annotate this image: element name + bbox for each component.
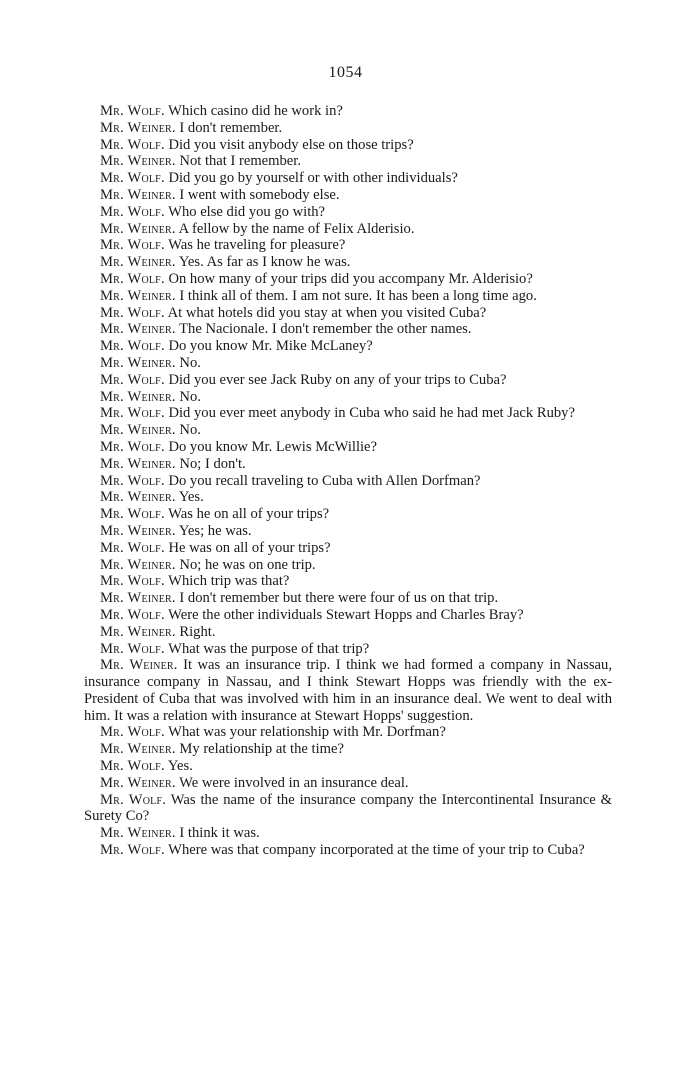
- transcript-paragraph: [84, 338, 612, 355]
- speaker-name: Mr. Wolf.: [100, 791, 167, 808]
- speaker-name: Mr. Weiner.: [100, 455, 176, 472]
- transcript-paragraph: [84, 120, 612, 137]
- statement-text: We were involved in an insurance deal.: [175, 774, 409, 791]
- speaker-name: Mr. Weiner.: [100, 321, 176, 338]
- transcript-paragraph: [84, 657, 612, 724]
- speaker-name: Mr. Weiner.: [100, 220, 176, 237]
- statement-text: Was he on all of your trips?: [164, 506, 330, 523]
- statement-text: I don't remember but there were four of us on that trip.: [175, 590, 499, 607]
- transcript-paragraph: [84, 540, 612, 557]
- speaker-name: Mr. Wolf.: [100, 506, 165, 523]
- transcript-paragraph: [84, 103, 612, 120]
- speaker-name: Mr. Wolf.: [100, 304, 165, 321]
- speaker-name: Mr. Wolf.: [100, 842, 165, 859]
- hearing-transcript: [84, 103, 612, 859]
- statement-text: No.: [175, 388, 201, 405]
- transcript-paragraph: [84, 288, 612, 305]
- speaker-name: Mr. Wolf.: [100, 758, 165, 775]
- speaker-name: Mr. Wolf.: [100, 405, 165, 422]
- statement-text: I think it was.: [175, 825, 260, 842]
- statement-text: On how many of your trips did you accompany Mr. Alderisio?: [164, 270, 533, 287]
- transcript-paragraph: [84, 170, 612, 187]
- speaker-name: Mr. Weiner.: [100, 774, 176, 791]
- transcript-paragraph: [84, 523, 612, 540]
- transcript-paragraph: [84, 775, 612, 792]
- statement-text: My relationship at the time?: [175, 741, 344, 758]
- statement-text: At what hotels did you stay at when you visited Cuba?: [164, 304, 487, 321]
- statement-text: What was your relationship with Mr. Dorfman?: [164, 724, 446, 741]
- transcript-paragraph: [84, 456, 612, 473]
- transcript-paragraph: [84, 271, 612, 288]
- statement-text: A fellow by the name of Felix Alderisio.: [175, 220, 415, 237]
- statement-text: Did you ever see Jack Ruby on any of your trips to Cuba?: [164, 371, 507, 388]
- transcript-paragraph: [84, 389, 612, 406]
- statement-text: Which casino did he work in?: [164, 103, 343, 119]
- statement-text: No; I don't.: [175, 455, 246, 472]
- transcript-paragraph: [84, 237, 612, 254]
- statement-text: Yes; he was.: [175, 522, 252, 539]
- speaker-name: Mr. Wolf.: [100, 237, 165, 254]
- statement-text: Did you ever meet anybody in Cuba who said he had met Jack Ruby?: [164, 405, 575, 422]
- transcript-paragraph: [84, 607, 612, 624]
- speaker-name: Mr. Weiner.: [100, 825, 176, 842]
- statement-text: I think all of them. I am not sure. It has been a long time ago.: [175, 287, 537, 304]
- transcript-paragraph: [84, 557, 612, 574]
- speaker-name: Mr. Weiner.: [100, 657, 178, 674]
- transcript-paragraph: [84, 187, 612, 204]
- transcript-paragraph: [84, 321, 612, 338]
- transcript-paragraph: [84, 305, 612, 322]
- statement-text: Who else did you go with?: [164, 203, 326, 220]
- transcript-paragraph: [84, 153, 612, 170]
- speaker-name: Mr. Wolf.: [100, 103, 165, 119]
- transcript-paragraph: [84, 489, 612, 506]
- statement-text: Do you recall traveling to Cuba with Allen Dorfman?: [164, 472, 481, 489]
- statement-text: Yes. As far as I know he was.: [175, 254, 351, 271]
- statement-text: I went with somebody else.: [175, 186, 340, 203]
- transcript-paragraph: [84, 439, 612, 456]
- transcript-paragraph: [84, 641, 612, 658]
- speaker-name: Mr. Wolf.: [100, 606, 165, 623]
- statement-text: Right.: [175, 623, 216, 640]
- speaker-name: Mr. Wolf.: [100, 170, 165, 187]
- statement-text: No.: [175, 354, 201, 371]
- statement-text: Do you know Mr. Lewis McWillie?: [164, 438, 378, 455]
- transcript-paragraph: [84, 355, 612, 372]
- speaker-name: Mr. Weiner.: [100, 354, 176, 371]
- speaker-name: Mr. Weiner.: [100, 741, 176, 758]
- statement-text: The Nacionale. I don't remember the other names.: [175, 321, 472, 338]
- statement-text: Where was that company incorporated at the time of your trip to Cuba?: [164, 842, 585, 859]
- transcript-paragraph: [84, 573, 612, 590]
- statement-text: What was the purpose of that trip?: [164, 640, 370, 657]
- transcript-paragraph: [84, 254, 612, 271]
- statement-text: I don't remember.: [175, 119, 283, 136]
- statement-text: It was an insurance trip. I think we had formed a company in Nassau, insurance company in Nassau, and I think Stewart Hopps was friendly with the ex-President of Cuba that was involved with him in an insurance deal. We went to deal with him. It was a relation with insurance at Stewart Hopps' suggestion.: [84, 657, 612, 724]
- transcript-paragraph: [84, 758, 612, 775]
- speaker-name: Mr. Weiner.: [100, 522, 176, 539]
- speaker-name: Mr. Weiner.: [100, 153, 176, 170]
- speaker-name: Mr. Weiner.: [100, 388, 176, 405]
- statement-text: Were the other individuals Stewart Hopps and Charles Bray?: [164, 606, 524, 623]
- transcript-paragraph: [84, 422, 612, 439]
- transcript-paragraph: [84, 825, 612, 842]
- speaker-name: Mr. Wolf.: [100, 270, 165, 287]
- statement-text: He was on all of your trips?: [164, 539, 331, 556]
- statement-text: Yes.: [175, 489, 204, 506]
- page-number: 1054: [328, 64, 363, 81]
- speaker-name: Mr. Weiner.: [100, 489, 176, 506]
- speaker-name: Mr. Wolf.: [100, 438, 165, 455]
- speaker-name: Mr. Weiner.: [100, 623, 176, 640]
- statement-text: Was the name of the insurance company the Intercontinental Insurance & Surety Co?: [84, 791, 613, 825]
- transcript-paragraph: [84, 473, 612, 490]
- speaker-name: Mr. Wolf.: [100, 472, 165, 489]
- speaker-name: Mr. Wolf.: [100, 640, 165, 657]
- statement-text: Which trip was that?: [164, 573, 290, 590]
- transcript-paragraph: [84, 204, 612, 221]
- speaker-name: Mr. Weiner.: [100, 186, 176, 203]
- speaker-name: Mr. Wolf.: [100, 203, 165, 220]
- transcript-paragraph: [84, 221, 612, 238]
- transcript-paragraph: [84, 372, 612, 389]
- speaker-name: Mr. Weiner.: [100, 590, 176, 607]
- speaker-name: Mr. Wolf.: [100, 136, 165, 153]
- statement-text: Yes.: [164, 758, 193, 775]
- speaker-name: Mr. Weiner.: [100, 556, 176, 573]
- speaker-name: Mr. Weiner.: [100, 422, 176, 439]
- statement-text: Did you go by yourself or with other individuals?: [164, 170, 458, 187]
- transcript-paragraph: [84, 405, 612, 422]
- statement-text: Not that I remember.: [175, 153, 301, 170]
- speaker-name: Mr. Weiner.: [100, 287, 176, 304]
- speaker-name: Mr. Wolf.: [100, 539, 165, 556]
- statement-text: No; he was on one trip.: [175, 556, 316, 573]
- transcript-paragraph: [84, 842, 612, 859]
- statement-text: No.: [175, 422, 201, 439]
- speaker-name: Mr. Wolf.: [100, 371, 165, 388]
- statement-text: Did you visit anybody else on those trips?: [164, 136, 414, 153]
- speaker-name: Mr. Weiner.: [100, 254, 176, 271]
- speaker-name: Mr. Wolf.: [100, 724, 165, 741]
- transcript-paragraph: [84, 792, 612, 826]
- transcript-paragraph: [84, 506, 612, 523]
- statement-text: Was he traveling for pleasure?: [164, 237, 346, 254]
- transcript-paragraph: [84, 590, 612, 607]
- transcript-paragraph: [84, 137, 612, 154]
- transcript-paragraph: [84, 724, 612, 741]
- transcript-paragraph: [84, 741, 612, 758]
- speaker-name: Mr. Wolf.: [100, 338, 165, 355]
- statement-text: Do you know Mr. Mike McLaney?: [164, 338, 373, 355]
- speaker-name: Mr. Wolf.: [100, 573, 165, 590]
- speaker-name: Mr. Weiner.: [100, 119, 176, 136]
- transcript-paragraph: [84, 624, 612, 641]
